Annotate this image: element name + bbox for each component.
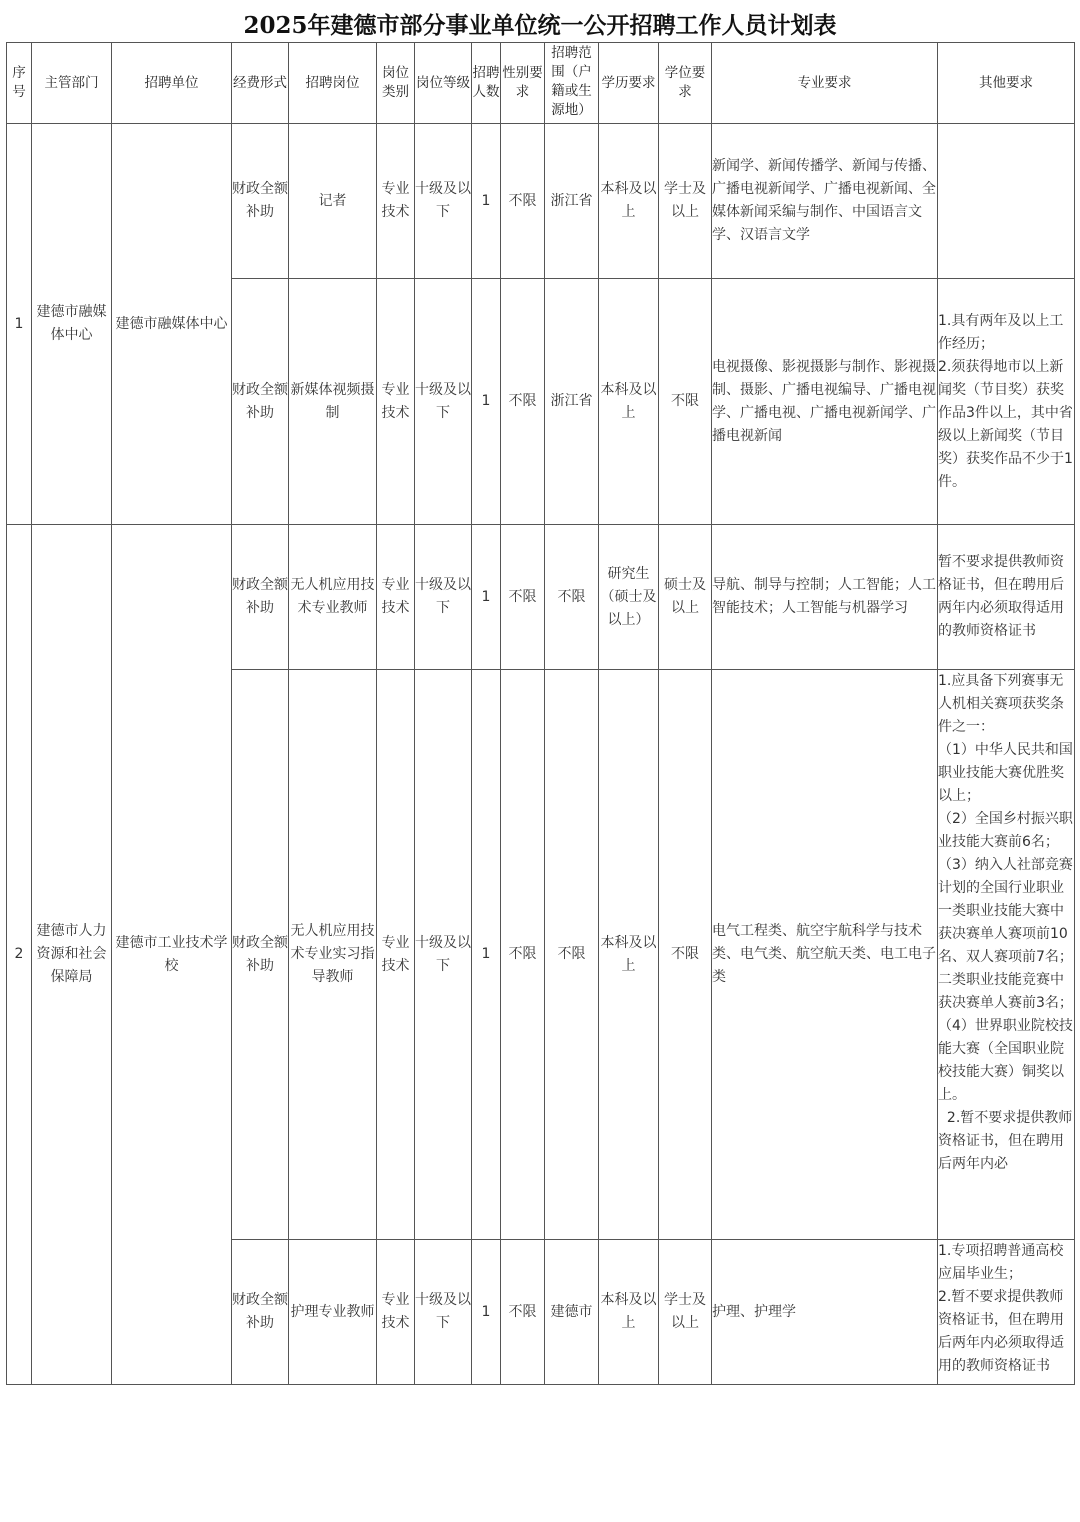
- row-grade: 十级及以下: [415, 1240, 472, 1385]
- row-degree: 不限: [659, 670, 712, 1240]
- row-count: 1: [472, 1240, 501, 1385]
- row-position: 护理专业教师: [289, 1240, 377, 1385]
- row-position: 记者: [289, 124, 377, 279]
- row-major: 电气工程类、航空宇航科学与技术类、电气类、航空航天类、电工电子类: [712, 670, 938, 1240]
- table-row: [7, 124, 1075, 279]
- row-count: 1: [472, 525, 501, 670]
- row-gender: 不限: [501, 279, 545, 525]
- recruitment-plan-table: [6, 42, 1075, 1385]
- row-other-text: 1.具有两年及以上工作经历； 2.须获得地市以上新闻奖（节目奖）获奖作品3件以上，其中省级以上新闻奖（节目奖）获奖作品不少于1件。: [938, 312, 1073, 490]
- row-other: [938, 124, 1075, 279]
- row-major: 护理、护理学: [712, 1240, 938, 1385]
- row-scope: 浙江省: [545, 279, 599, 525]
- row-funding: 财政全额补助: [232, 670, 289, 1240]
- row-category: 专业技术: [377, 1240, 415, 1385]
- row-scope: 不限: [545, 525, 599, 670]
- row-other: [938, 670, 1075, 1240]
- row-unit: 建德市工业技术学校: [112, 525, 232, 1385]
- row-other: [938, 1240, 1075, 1385]
- row-scope: 浙江省: [545, 124, 599, 279]
- row-category: 专业技术: [377, 525, 415, 670]
- row-position: 新媒体视频摄制: [289, 279, 377, 525]
- header-position: 招聘岗位: [289, 43, 377, 124]
- row-grade: 十级及以下: [415, 124, 472, 279]
- row-degree: 学士及以上: [659, 124, 712, 279]
- row-category: 专业技术: [377, 670, 415, 1240]
- row-other: 暂不要求提供教师资格证书，但在聘用后两年内必须取得适用的教师资格证书: [938, 525, 1075, 670]
- header-gender: 性别要求: [501, 43, 545, 124]
- header-degree: 学位要求: [659, 43, 712, 124]
- header-count: 招聘人数: [472, 43, 501, 124]
- row-position: 无人机应用技术专业教师: [289, 525, 377, 670]
- header-education: 学历要求: [599, 43, 659, 124]
- row-degree: 不限: [659, 279, 712, 525]
- row-grade: 十级及以下: [415, 525, 472, 670]
- page-title: 2025年建德市部分事业单位统一公开招聘工作人员计划表: [243, 12, 837, 39]
- row-funding: 财政全额补助: [232, 279, 289, 525]
- row-education: 本科及以上: [599, 279, 659, 525]
- header-other: 其他要求: [938, 43, 1075, 124]
- header-row: [7, 43, 1075, 124]
- header-unit: 招聘单位: [112, 43, 232, 124]
- row-major: 导航、制导与控制；人工智能；人工智能技术；人工智能与机器学习: [712, 525, 938, 670]
- row-education: 本科及以上: [599, 124, 659, 279]
- row-department: 建德市融媒体中心: [32, 124, 112, 525]
- header-seq: 序号: [7, 43, 32, 124]
- row-count: 1: [472, 124, 501, 279]
- row-funding: 财政全额补助: [232, 1240, 289, 1385]
- row-gender: 不限: [501, 1240, 545, 1385]
- table-row: [7, 525, 1075, 670]
- header-category: 岗位类别: [377, 43, 415, 124]
- row-count: 1: [472, 670, 501, 1240]
- header-grade: 岗位等级: [415, 43, 472, 124]
- row-education: 研究生（硕士及以上）: [599, 525, 659, 670]
- row-grade: 十级及以下: [415, 279, 472, 525]
- row-funding: 财政全额补助: [232, 124, 289, 279]
- row-category: 专业技术: [377, 279, 415, 525]
- row-unit: 建德市融媒体中心: [112, 124, 232, 525]
- row-category: 专业技术: [377, 124, 415, 279]
- header-scope: [545, 43, 599, 124]
- row-education: 本科及以上: [599, 1240, 659, 1385]
- row-count: 1: [472, 279, 501, 525]
- row-grade: 十级及以下: [415, 670, 472, 1240]
- row-department: 建德市人力资源和社会保障局: [32, 525, 112, 1385]
- row-position: 无人机应用技术专业实习指导教师: [289, 670, 377, 1240]
- row-major: 电视摄像、影视摄影与制作、影视摄制、摄影、广播电视编导、广播电视学、广播电视、广播电视新闻学、广播电视新闻: [712, 279, 938, 525]
- row-seq: 2: [7, 525, 32, 1385]
- row-gender: 不限: [501, 124, 545, 279]
- row-other: [938, 279, 1075, 525]
- header-funding: 经费形式: [232, 43, 289, 124]
- row-seq: 1: [7, 124, 32, 525]
- row-other-text: 1.专项招聘普通高校应届毕业生； 2.暂不要求提供教师资格证书，但在聘用后两年内必须取得适用的教师资格证书: [938, 1243, 1064, 1374]
- header-scope-text: 招聘范围（户籍或生源地）: [551, 45, 592, 118]
- row-scope: 不限: [545, 670, 599, 1240]
- row-gender: 不限: [501, 525, 545, 670]
- row-other-text: 1.应具备下列赛事无人机相关赛项获奖条件之一： （1）中华人民共和国职业技能大赛优胜奖以上； （2）全国乡村振兴职业技能大赛前6名； （3）纳入人社部竞赛计划的全国行业职业一类职业技能大赛中获决赛单人赛项前10名、双人赛项前7名；二类职业技能竞赛中获决赛单人赛前3名； （4）世界职业院校技能大赛（全国职业院校技能大赛）铜奖以上。 2.暂不要求提供教师资格证书，但在聘用后两年内必: [938, 673, 1073, 1172]
- header-major: 专业要求: [712, 43, 938, 124]
- row-education: 本科及以上: [599, 670, 659, 1240]
- row-funding: 财政全额补助: [232, 525, 289, 670]
- row-degree: 学士及以上: [659, 1240, 712, 1385]
- row-gender: 不限: [501, 670, 545, 1240]
- row-scope: 建德市: [545, 1240, 599, 1385]
- row-major: 新闻学、新闻传播学、新闻与传播、广播电视新闻学、广播电视新闻、全媒体新闻采编与制作、中国语言文学、汉语言文学: [712, 124, 938, 279]
- header-department: 主管部门: [32, 43, 112, 124]
- row-degree: 硕士及以上: [659, 525, 712, 670]
